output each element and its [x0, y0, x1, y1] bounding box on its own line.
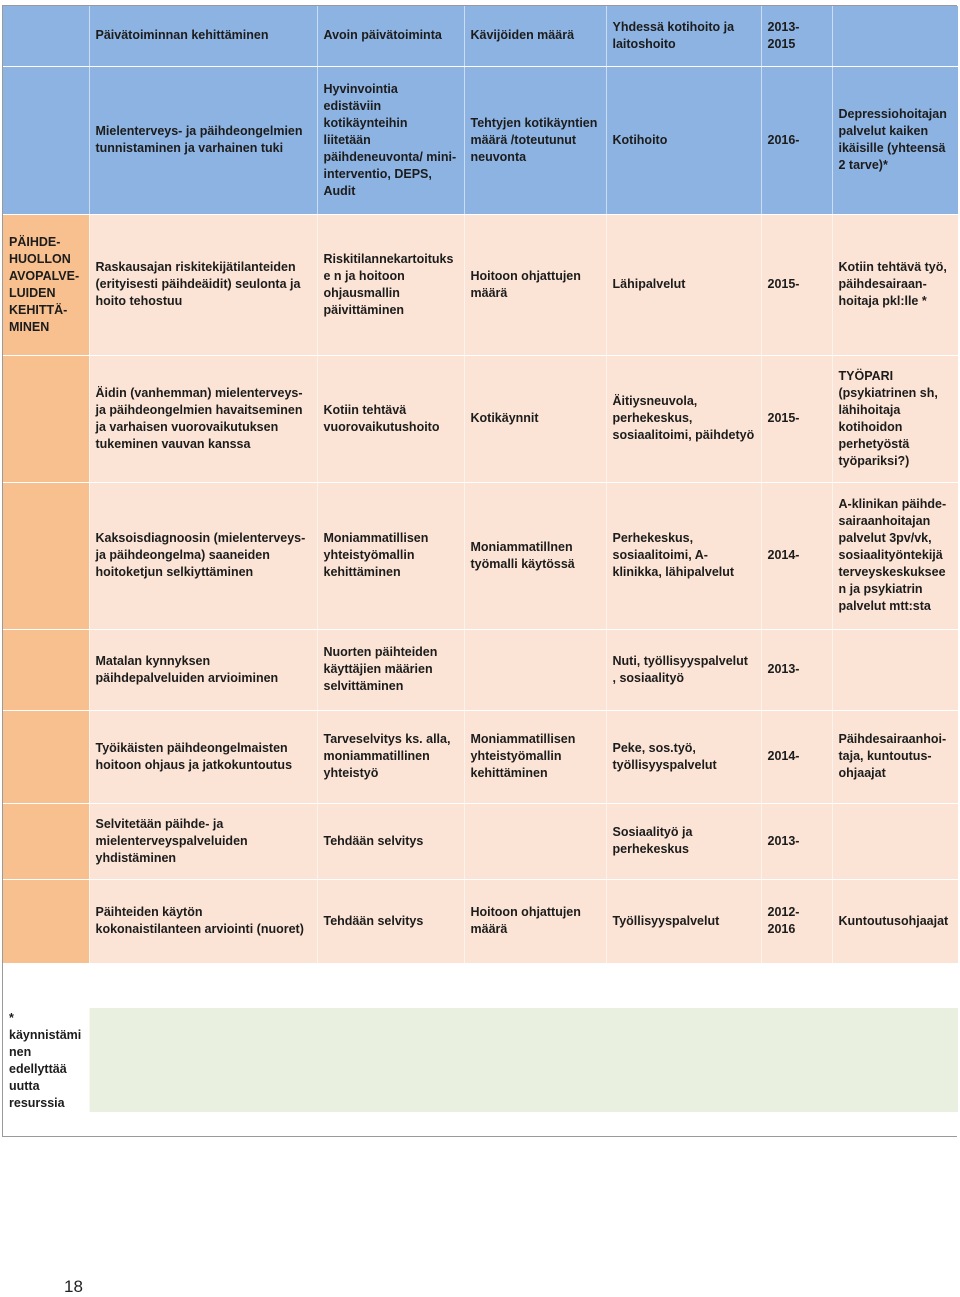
- section-label-cell: [3, 803, 89, 879]
- section-label-cell: [3, 482, 89, 629]
- table-cell: Riskitilannekartoitukse n ja hoitoon ohjausmallin päivittäminen: [317, 214, 464, 355]
- table-cell: A-klinikan päihde-sairaanhoitajan palvelut 3pv/vk, sosiaalityöntekijä terveyskeskukseen ja psykiatrin palvelut mtt:sta: [832, 482, 958, 629]
- header-cell: Mielenterveys- ja päihdeongelmien tunnistaminen ja varhainen tuki: [89, 66, 317, 214]
- bottom-cell: [3, 1112, 958, 1135]
- table-cell: Hoitoon ohjattujen määrä: [464, 879, 606, 963]
- table-cell: Tehdään selvitys: [317, 803, 464, 879]
- table-cell: Nuorten päihteiden käyttäjien määrien selvittäminen: [317, 629, 464, 710]
- table-cell: Raskausajan riskitekijätilanteiden (erityisesti päihdeäidit) seulonta ja hoito tehostuu: [89, 214, 317, 355]
- header-cell-empty: [3, 6, 89, 66]
- table-cell: 2013-: [761, 629, 832, 710]
- header-cell: Avoin päivätoiminta: [317, 6, 464, 66]
- plan-table: [3, 6, 959, 1136]
- header-cell: Kotihoito: [606, 66, 761, 214]
- table-cell: [464, 629, 606, 710]
- table-cell: Hoitoon ohjattujen määrä: [464, 214, 606, 355]
- header-cell: Yhdessä kotihoito ja laitoshoito: [606, 6, 761, 66]
- table-cell: TYÖPARI (psykiatrinen sh, lähihoitaja kotihoidon perhetyöstä työpariksi?): [832, 355, 958, 482]
- table-cell: Moniammatillisen yhteistyömallin kehittäminen: [317, 482, 464, 629]
- header-cell: Tehtyjen kotikäyntien määrä /toteutunut neuvonta: [464, 66, 606, 214]
- table-cell: Lähipalvelut: [606, 214, 761, 355]
- table-cell: Sosiaalityö ja perhekeskus: [606, 803, 761, 879]
- table-cell: Työllisyyspalvelut: [606, 879, 761, 963]
- table-cell: Kotikäynnit: [464, 355, 606, 482]
- footnote-text: * käynnistämi nen edellyttää uutta resurssia: [3, 1007, 89, 1112]
- table-cell: Päihdesairaanhoi-taja, kuntoutus-ohjaajat: [832, 710, 958, 803]
- table-cell: [464, 803, 606, 879]
- table-cell: Kotiin tehtävä työ, päihdesairaan-hoitaja pkl:lle *: [832, 214, 958, 355]
- section-label-cell: [3, 355, 89, 482]
- table-cell: Äitiysneuvola, perhekeskus, sosiaalitoimi, päihdetyö: [606, 355, 761, 482]
- table-cell: Äidin (vanhemman) mielenterveys- ja päihdeongelmien havaitseminen ja varhaisen vuorovaikutuksen tukeminen vauvan kanssa: [89, 355, 317, 482]
- spacer-cell: [3, 963, 958, 1007]
- table-row: [3, 355, 958, 482]
- header-row-1: [3, 6, 958, 66]
- table-cell: Kotiin tehtävä vuorovaikutushoito: [317, 355, 464, 482]
- footnote-row: [3, 1007, 958, 1112]
- page-number: 18: [64, 1277, 83, 1296]
- table-cell: Päihteiden käytön kokonaistilanteen arviointi (nuoret): [89, 879, 317, 963]
- spacer-row: [3, 963, 958, 1007]
- table-cell: Moniammatillisen yhteistyömallin kehittäminen: [464, 710, 606, 803]
- header-row-2: [3, 66, 958, 214]
- footnote-filler: [89, 1007, 958, 1112]
- header-cell-empty: [832, 6, 958, 66]
- section-label-cell: [3, 710, 89, 803]
- table-row: [3, 214, 958, 355]
- table-cell: [832, 803, 958, 879]
- table-cell: 2014-: [761, 482, 832, 629]
- table-row: [3, 482, 958, 629]
- section-label: PÄIHDE-HUOLLON AVOPALVE-LUIDEN KEHITTÄ-MINEN: [3, 214, 89, 355]
- table-cell: Perhekeskus, sosiaalitoimi, A-klinikka, lähipalvelut: [606, 482, 761, 629]
- table-cell: Kaksoisdiagnoosin (mielenterveys- ja päihdeongelma) saaneiden hoitoketjun selkiyttäminen: [89, 482, 317, 629]
- table-cell: 2013-: [761, 803, 832, 879]
- table-cell: 2015-: [761, 355, 832, 482]
- table-cell: Tarveselvitys ks. alla, moniammatillinen yhteistyö: [317, 710, 464, 803]
- table-cell: Työikäisten päihdeongelmaisten hoitoon ohjaus ja jatkokuntoutus: [89, 710, 317, 803]
- plan-table-wrapper: [2, 5, 957, 1137]
- bottom-row: [3, 1112, 958, 1135]
- section-label-cell: [3, 629, 89, 710]
- header-cell: Päivätoiminnan kehittäminen: [89, 6, 317, 66]
- table-cell: Kuntoutusohjaajat: [832, 879, 958, 963]
- header-cell: Hyvinvointia edistäviin kotikäynteihin liitetään päihdeneuvonta/ mini-interventio, DEPS, Audit: [317, 66, 464, 214]
- table-row: [3, 803, 958, 879]
- table-cell: [832, 629, 958, 710]
- table-cell: 2014-: [761, 710, 832, 803]
- header-cell: Kävijöiden määrä: [464, 6, 606, 66]
- header-cell: Depressiohoitajan palvelut kaiken ikäisille (yhteensä 2 tarve)*: [832, 66, 958, 214]
- table-cell: Nuti, työllisyyspalvelut , sosiaalityö: [606, 629, 761, 710]
- section-label-cell: [3, 879, 89, 963]
- table-row: [3, 710, 958, 803]
- header-cell-empty: [3, 66, 89, 214]
- table-cell: Peke, sos.työ, työllisyyspalvelut: [606, 710, 761, 803]
- table-cell: Tehdään selvitys: [317, 879, 464, 963]
- header-cell: 2013-2015: [761, 6, 832, 66]
- table-row: [3, 629, 958, 710]
- table-cell: Matalan kynnyksen päihdepalveluiden arvioiminen: [89, 629, 317, 710]
- table-cell: 2012-2016: [761, 879, 832, 963]
- table-row: [3, 879, 958, 963]
- table-cell: 2015-: [761, 214, 832, 355]
- header-cell: 2016-: [761, 66, 832, 214]
- table-cell: Selvitetään päihde- ja mielenterveyspalveluiden yhdistäminen: [89, 803, 317, 879]
- table-cell: Moniammatillnen työmalli käytössä: [464, 482, 606, 629]
